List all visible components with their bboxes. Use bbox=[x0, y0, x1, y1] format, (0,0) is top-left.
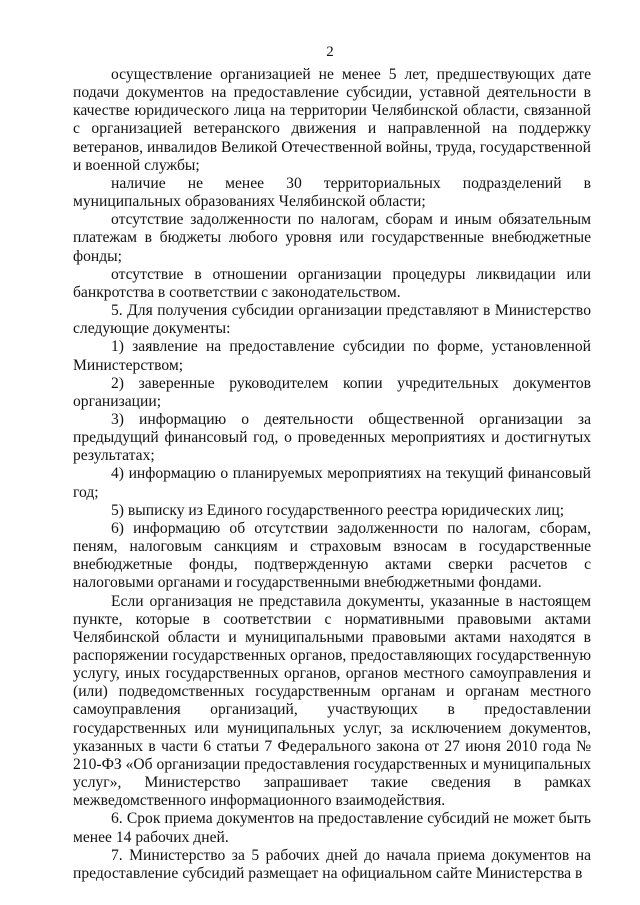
page-number: 2 bbox=[326, 44, 334, 60]
paragraph-13: 6. Срок приема документов на предоставление субсидий не может быть менее 14 рабочих дней. bbox=[73, 810, 591, 846]
paragraph-12: Если организация не представила документы, указанные в настоящем пункте, которые в соответствии с нормативными правовыми актами Челябинской области и муниципальными правовыми актами находятся в распоряжении государственных органов, предоставляющих государственную услугу, иных государственных органов, органов местного самоуправления и (или) подведомственных государственным органам и органам местного самоуправления организаций, участвующих в предоставлении государственных или муниципальных услуг, за исключением документов, указанных в части 6 статьи 7 Федерального закона от 27 июня 2010 года № 210-ФЗ «Об организации предоставления государственных и муниципальных услуг», Министерство запрашивает такие сведения в рамках межведомственного информационного взаимодействия. bbox=[73, 592, 591, 810]
paragraph-3: отсутствие задолженности по налогам, сборам и иным обязательным платежам в бюджеты любого уровня или государственные внебюджетные фонды; bbox=[73, 211, 591, 265]
paragraph-9: 4) информацию о планируемых мероприятиях на текущий финансовый год; bbox=[73, 465, 591, 501]
paragraph-8: 3) информацию о деятельности общественной организации за предыдущий финансовый год, о проведенных мероприятиях и достигнутых результатах; bbox=[73, 410, 591, 465]
paragraph-11: 6) информацию об отсутствии задолженности по налогам, сборам, пеням, налоговым санкциям и страховым взносам в государственные внебюджетные фонды, подтвержденную актами сверки расчетов с налоговыми органами и государственными внебюджетными фондами. bbox=[73, 519, 591, 592]
paragraph-10: 5) выписку из Единого государственного реестра юридических лиц; bbox=[111, 501, 565, 519]
paragraph-6: 1) заявление на предоставление субсидии по форме, установленной Министерством; bbox=[73, 338, 591, 374]
paragraph-1: осуществление организацией не менее 5 лет, предшествующих дате подачи документов на предоставление субсидии, уставной деятельности в качестве юридического лица на территории Челябинской области, связанной с организацией ветеранского движения и направленной на поддержку ветеранов, инвалидов Великой Отечественной войны, труда, государственной и военной службы; bbox=[73, 66, 591, 174]
paragraph-4: отсутствие в отношении организации процедуры ликвидации или банкротства в соответствии с законодательством. bbox=[73, 265, 591, 301]
paragraph-2: наличие не менее 30 территориальных подразделений в муниципальных образованиях Челябинской области; bbox=[73, 174, 591, 211]
paragraph-14: 7. Министерство за 5 рабочих дней до начала приема документов на предоставление субсидий размещает на официальном сайте Министерства в bbox=[73, 846, 591, 882]
document-body bbox=[73, 66, 591, 883]
paragraph-5: 5. Для получения субсидии организации представляют в Министерство следующие документы: bbox=[73, 302, 591, 338]
paragraph-7: 2) заверенные руководителем копии учредительных документов организации; bbox=[73, 374, 591, 410]
